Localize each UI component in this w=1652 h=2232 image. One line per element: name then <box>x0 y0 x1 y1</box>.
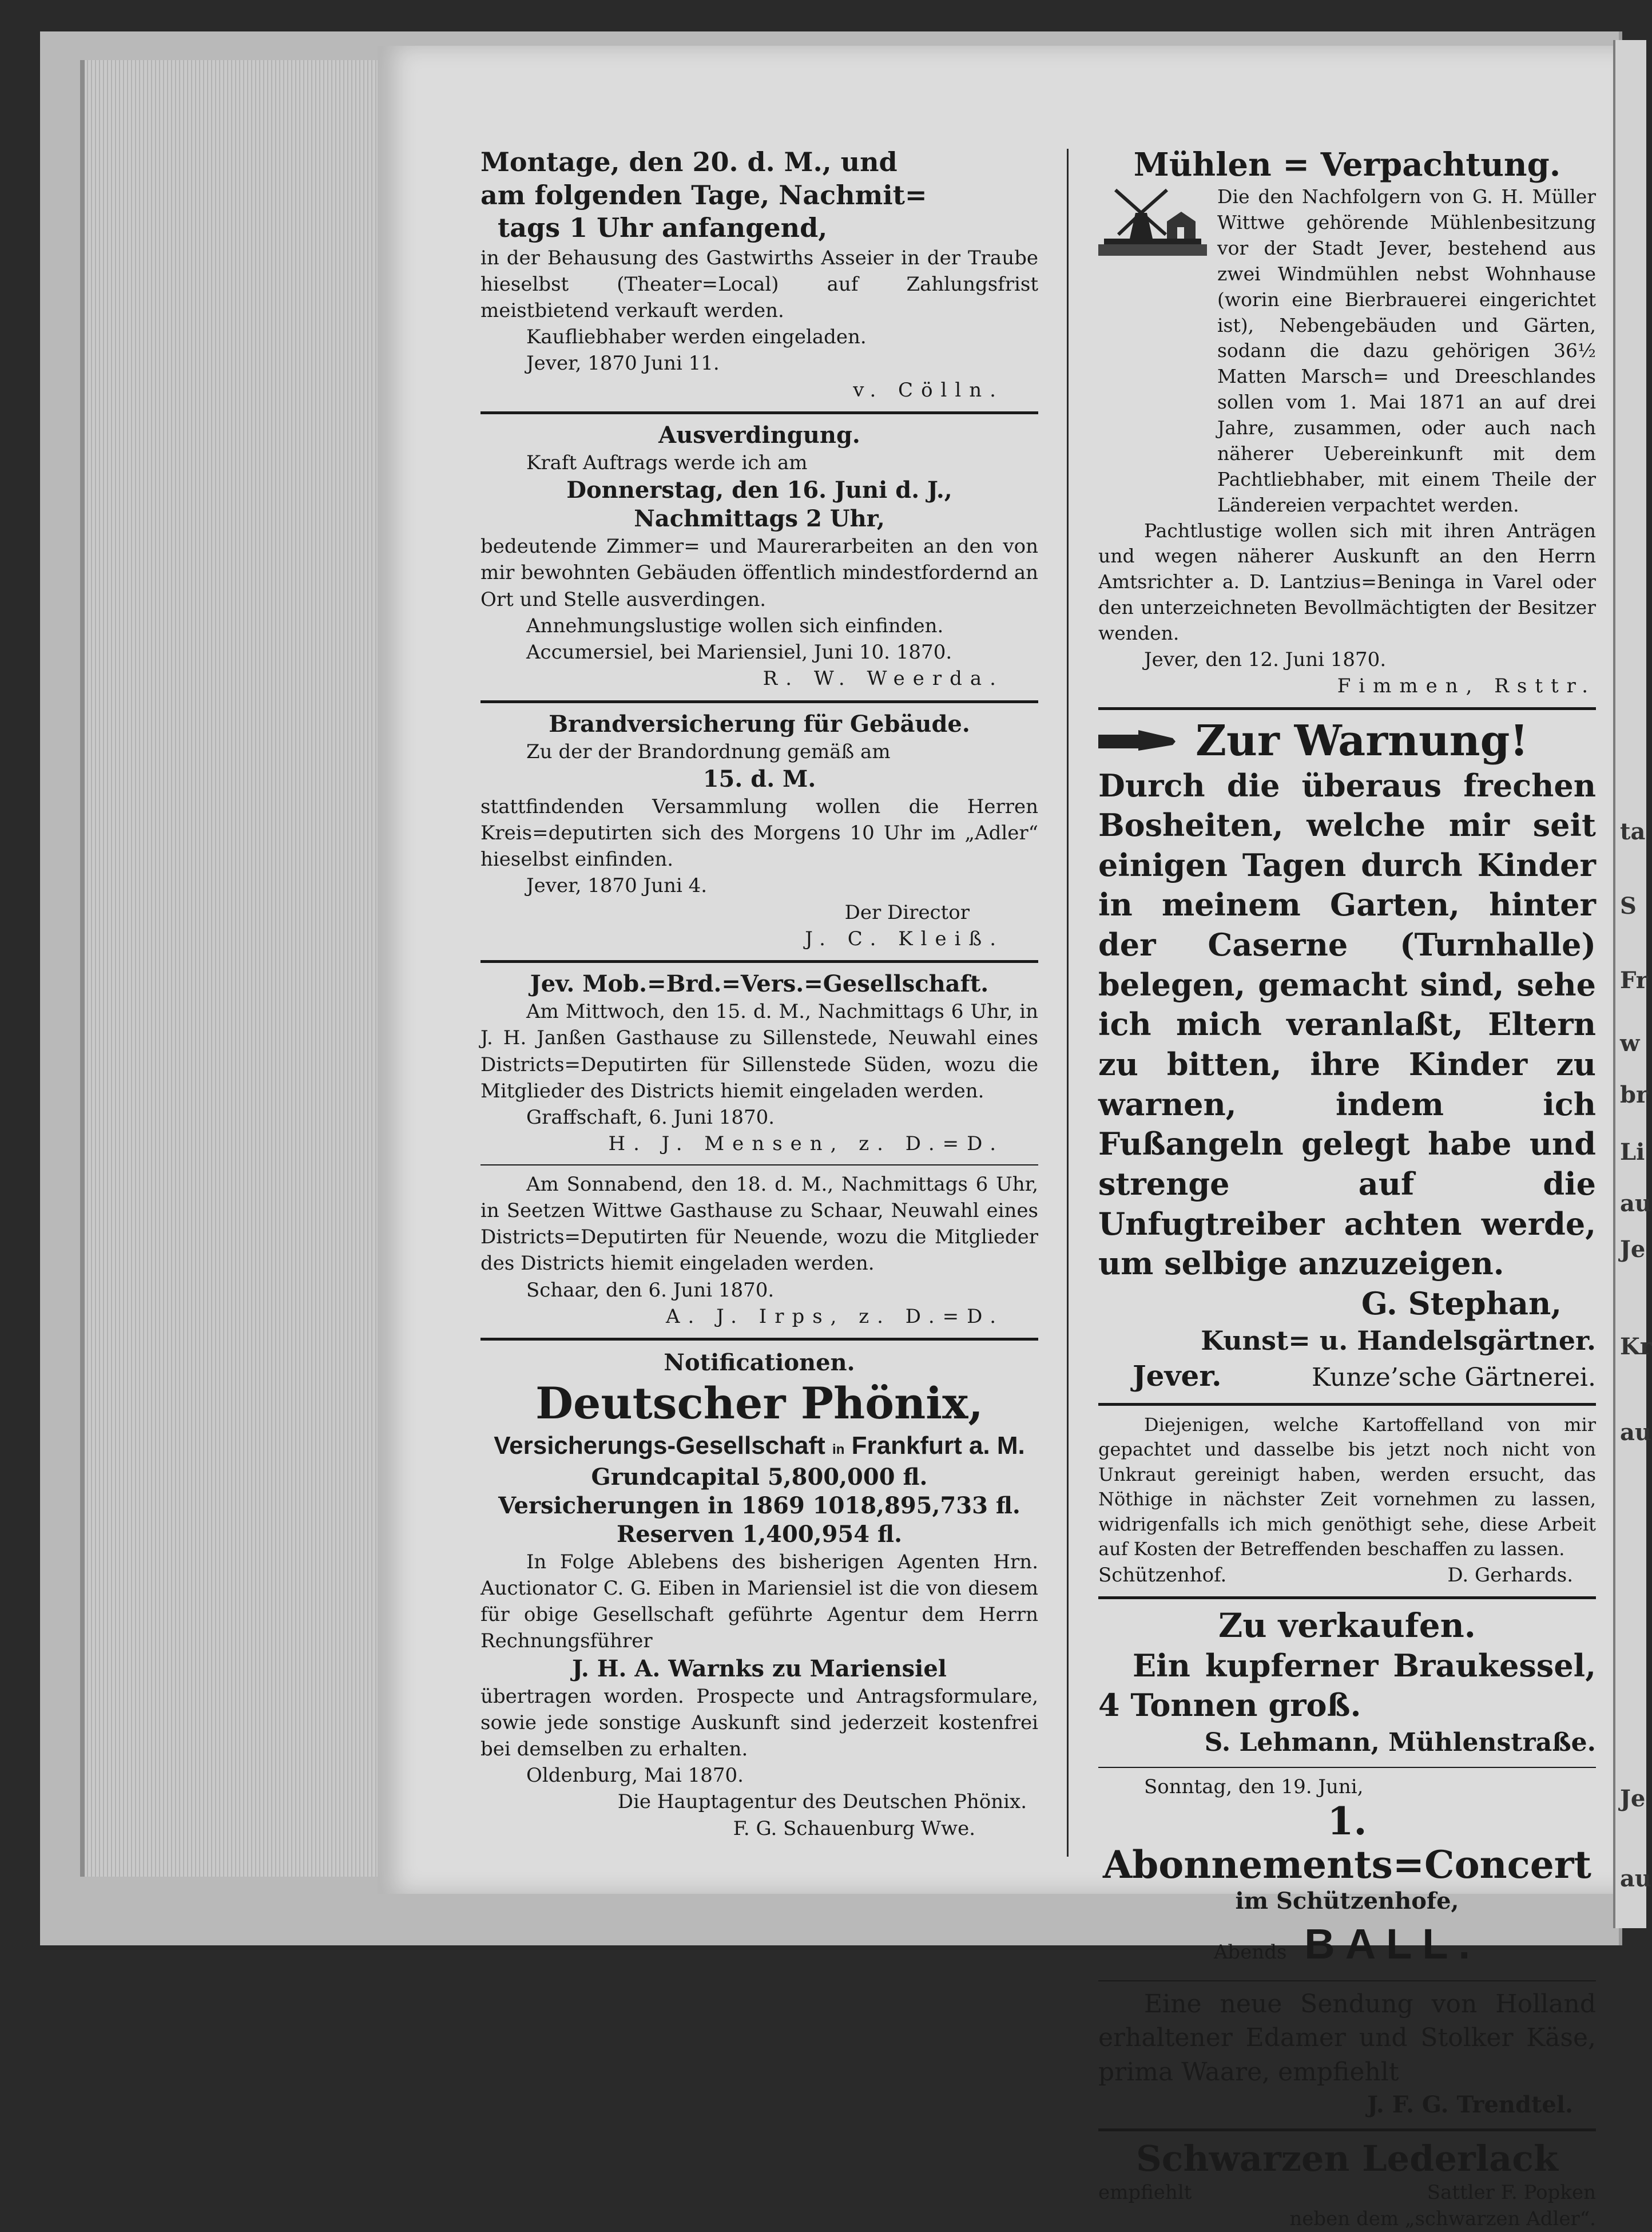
verkaufen-title: Zu verkaufen. <box>1218 1606 1476 1646</box>
auction-body: in der Behausung des Gastwirths Asseier in der Traube hieselbst (Theater=Local) auf Zahlungsfrist meistbietend verkauft werden. <box>480 246 1038 322</box>
divider-rule <box>480 1164 1038 1165</box>
muehlen-body-2: Pachtlustige wollen sich mit ihren Anträgen und wegen näherer Auskunft an den Herrn Amtsrichter a. D. Lantzius=Beninga in Varel oder den unterzeichneten Bevollmächtigten der Besitzer wenden. <box>1098 519 1596 645</box>
ausverdingung-date: Donnerstag, den 16. Juni d. J., <box>566 477 952 504</box>
kaese-signature: J. F. G. Trendtel. <box>1367 2091 1573 2119</box>
jev-mob-notice <box>480 970 1038 1330</box>
next-page-edge <box>1613 40 1652 1928</box>
pointing-hand-icon <box>1098 724 1178 759</box>
lederlack-signature: Sattler F. Popken <box>1427 2181 1596 2204</box>
next-page-fragment: Li <box>1620 1139 1645 1165</box>
divider-rule <box>1098 1403 1596 1406</box>
warnung-signature: G. Stephan, <box>1361 1285 1562 1322</box>
verkaufen-body: Ein kupferner Braukessel, 4 Tonnen groß. <box>1098 1647 1596 1724</box>
phoenix-kicker: Notificationen. <box>664 1349 855 1376</box>
brandversicherung-notice <box>480 710 1038 953</box>
muehlen-place-date: Jever, den 12. Juni 1870. <box>1144 648 1387 671</box>
lederlack-address: neben dem „schwarzen Adler“. <box>1289 2207 1596 2230</box>
ausverdingung-notice <box>480 421 1038 692</box>
muehlen-signature: Fimmen, Rsttr. <box>1337 675 1596 698</box>
kartoffelland-body: Diejenigen, welche Kartoffelland von mir gepachtet und dasselbe bis jetzt noch nicht von Unkraut gereinigt haben, werden ersucht, das Nöthige in nächster Zeit vornehmen zu lassen, widrigenfalls ich mich genöthigt sehe, diese Arbeit auf Kosten der Betreffenden beschaffen zu lassen. <box>1098 1413 1596 1560</box>
left-column <box>480 146 1038 1842</box>
next-page-fragment: au <box>1620 1865 1651 1892</box>
warnung-title: Zur Warnung! <box>1196 716 1528 766</box>
page-edges <box>80 60 382 1877</box>
jev-mob-signature-1: H. J. Mensen, z. D.=D. <box>608 1132 1004 1156</box>
brandversicherung-place-date: Jever, 1870 Juni 4. <box>526 874 708 898</box>
divider-rule <box>480 411 1038 414</box>
brandversicherung-intro: Zu der der Brandordnung gemäß am <box>526 740 891 763</box>
ausverdingung-body: bedeutende Zimmer= und Maurerarbeiten an den von mir bewohnten Gebäuden öffentlich mindestfordernd an Ort und Stelle ausverdingen. <box>480 535 1038 611</box>
divider-rule <box>1098 1980 1596 1981</box>
concert-evening: Abends <box>1213 1940 1287 1964</box>
divider-rule <box>1098 707 1596 710</box>
windmill-icon <box>1098 184 1207 259</box>
ausverdingung-title: Ausverdingung. <box>658 421 860 449</box>
warnung-profession: Kunst= u. Handelsgärtner. <box>1201 1325 1596 1356</box>
auction-invite: Kaufliebhaber werden eingeladen. <box>526 326 867 349</box>
phoenix-subtitle-b: Frankfurt a. M. <box>851 1431 1025 1460</box>
phoenix-agent: J. H. A. Warnks zu Mariensiel <box>572 1655 947 1682</box>
jev-mob-signature-2: A. J. Irps, z. D.=D. <box>665 1305 1004 1328</box>
next-page-fragment: Fr <box>1620 967 1648 994</box>
column-divider <box>1067 149 1069 1857</box>
kartoffelland-place: Schützenhof. <box>1098 1563 1227 1587</box>
ausverdingung-time: Nachmittags 2 Uhr, <box>634 505 885 533</box>
kartoffelland-signature: D. Gerhards. <box>1447 1563 1573 1587</box>
verkaufen-signature: S. Lehmann, Mühlenstraße. <box>1204 1728 1596 1758</box>
divider-rule <box>480 700 1038 703</box>
concert-ball: BALL. <box>1304 1920 1481 1968</box>
phoenix-body-2: übertragen worden. Prospecte und Antragsformulare, sowie jede sonstige Auskunft sind jederzeit kostenfrei bei demselben zu erhalten. <box>480 1684 1038 1761</box>
concert-notice <box>1098 1774 1596 1973</box>
next-page-fragment: Je <box>1620 1236 1646 1263</box>
next-page-fragment: w <box>1620 1030 1640 1057</box>
next-page-fragment: au <box>1620 1419 1651 1446</box>
warnung-notice <box>1098 717 1596 1394</box>
brandversicherung-title: Brandversicherung für Gebäude. <box>549 710 970 738</box>
concert-venue: im Schützenhofe, <box>1235 1887 1459 1914</box>
lederlack-title: Schwarzen Lederlack <box>1135 2138 1559 2180</box>
ausverdingung-intro: Kraft Auftrags werde ich am <box>526 451 808 474</box>
kartoffelland-notice <box>1098 1413 1596 1588</box>
auction-notice <box>480 146 1038 403</box>
right-column <box>1098 146 1596 2232</box>
phoenix-signature: F. G. Schauenburg Wwe. <box>733 1817 975 1840</box>
phoenix-insured: Versicherungen in 1869 1018,895,733 fl. <box>498 1492 1020 1519</box>
auction-signature: v. Cölln. <box>853 378 1004 402</box>
brandversicherung-signature: J. C. Kleiß. <box>805 927 1004 950</box>
phoenix-notice <box>480 1347 1038 1842</box>
muehlen-body: Die den Nachfolgern von G. H. Müller Wittwe gehörende Mühlenbesitzung vor der Stadt Jever, bestehend aus zwei Windmühlen nebst Wohnhause (worin eine Bierbrauerei eingerichtet ist), Nebengebäuden und Gärten, sodann die dazu gehörigen 36½ Matten Marsch= und Dreeschlandes sollen vom 1. Mai 1871 an auf drei Jahre, zusammen, oder auch nach näherer Uebereinkunft mit dem Pachtliebhaber, mit einem Theile der Ländereien verpachtet werden. <box>1217 185 1596 516</box>
phoenix-subtitle-in: in <box>832 1441 845 1457</box>
ausverdingung-signature: R. W. Weerda. <box>763 667 1004 691</box>
jev-mob-place-date-1: Graffschaft, 6. Juni 1870. <box>526 1106 775 1129</box>
divider-rule <box>1098 1596 1596 1599</box>
divider-rule <box>1098 1767 1596 1768</box>
jev-mob-place-date-2: Schaar, den 6. Juni 1870. <box>526 1278 775 1302</box>
lederlack-recommends: empfiehlt <box>1098 2181 1192 2204</box>
ausverdingung-place-date: Accumersiel, bei Mariensiel, Juni 10. 1870. <box>526 641 952 664</box>
warnung-body: Durch die überaus frechen Bosheiten, welche mir seit einigen Tagen durch Kinder in meinem Garten, hinter der Caserne (Turnhalle) belegen, gemacht sind, sehe ich mich veranlaßt, Eltern zu bitten, ihre Kinder zu warnen, indem ich Fußangeln gelegt habe und strenge auf die Unfugtreiber achten werde, um selbige anzuzeigen. <box>1098 767 1596 1282</box>
phoenix-body-1: In Folge Ablebens des bisherigen Agenten Hrn. Auctionator C. G. Eiben in Mariensiel ist die von diesem für obige Gesellschaft geführte Agentur dem Herrn Rechnungsführer <box>480 1550 1038 1653</box>
brandversicherung-sig-title: Der Director <box>844 901 970 924</box>
divider-rule <box>480 960 1038 963</box>
auction-heading-1: Montage, den 20. d. M., und <box>480 146 898 177</box>
divider-rule <box>480 1338 1038 1341</box>
next-page-fragment: br <box>1620 1081 1649 1108</box>
auction-heading-3: tags 1 Uhr anfangend, <box>498 212 828 243</box>
warnung-place: Jever. <box>1133 1359 1222 1393</box>
brandversicherung-body: stattfindenden Versammlung wollen die Herren Kreis=deputirten sich des Morgens 10 Uhr im „Adler“ hieselbst einfinden. <box>480 795 1038 871</box>
next-page-fragment: ta <box>1620 818 1646 845</box>
concert-title: 1. Abonnements=Concert <box>1102 1799 1592 1888</box>
phoenix-reserves: Reserven 1,400,954 fl. <box>616 1520 903 1548</box>
next-page-fragment: Je <box>1620 1785 1646 1812</box>
phoenix-subtitle-a: Versicherungs-Gesellschaft <box>494 1431 825 1460</box>
jev-mob-notice-1: Am Mittwoch, den 15. d. M., Nachmittags 6 Uhr, in J. H. Janßen Gasthause zu Sillenstede, Neuwahl eines Districts=Deputirten für Sillenstede Süden, wozu die Mitglieder des Districts hiemit eingeladen werden. <box>480 1000 1038 1103</box>
concert-date: Sonntag, den 19. Juni, <box>1144 1775 1364 1798</box>
muehlen-title: Mühlen = Verpachtung. <box>1133 146 1561 184</box>
auction-place-date: Jever, 1870 Juni 11. <box>526 352 720 375</box>
phoenix-agency: Die Hauptagentur des Deutschen Phönix. <box>617 1790 1027 1814</box>
verkaufen-notice <box>1098 1606 1596 1760</box>
divider-rule <box>1098 2128 1596 2131</box>
kaese-notice <box>1098 1987 1596 2121</box>
ausverdingung-invite: Annehmungslustige wollen sich einfinden. <box>526 614 944 637</box>
jev-mob-title: Jev. Mob.=Brd.=Vers.=Gesellschaft. <box>530 970 989 998</box>
lederlack-notice <box>1098 2138 1596 2232</box>
phoenix-title: Deutscher Phönix, <box>535 1378 983 1429</box>
phoenix-place-date: Oldenburg, Mai 1870. <box>526 1764 744 1787</box>
warnung-business: Kunze’sche Gärtnerei. <box>1312 1363 1596 1393</box>
next-page-fragment: Kr <box>1620 1333 1652 1360</box>
muehlen-notice <box>1098 146 1596 699</box>
jev-mob-notice-2: Am Sonnabend, den 18. d. M., Nachmittags 6 Uhr, in Seetzen Wittwe Gasthause zu Schaar, Neuwahl eines Districts=Deputirten für Neuende, wozu die Mitglieder des Districts hiemit eingeladen werden. <box>480 1172 1038 1275</box>
phoenix-capital: Grundcapital 5,800,000 fl. <box>591 1463 928 1490</box>
next-page-fragment: S <box>1620 893 1637 919</box>
kaese-body: Eine neue Sendung von Holland erhaltener Edamer und Stolker Käse, prima Waare, empfiehlt <box>1098 1989 1596 2087</box>
next-page-fragment: au <box>1620 1190 1651 1217</box>
auction-heading-2: am folgenden Tage, Nachmit= <box>480 179 927 211</box>
brandversicherung-date: 15. d. M. <box>702 765 816 792</box>
